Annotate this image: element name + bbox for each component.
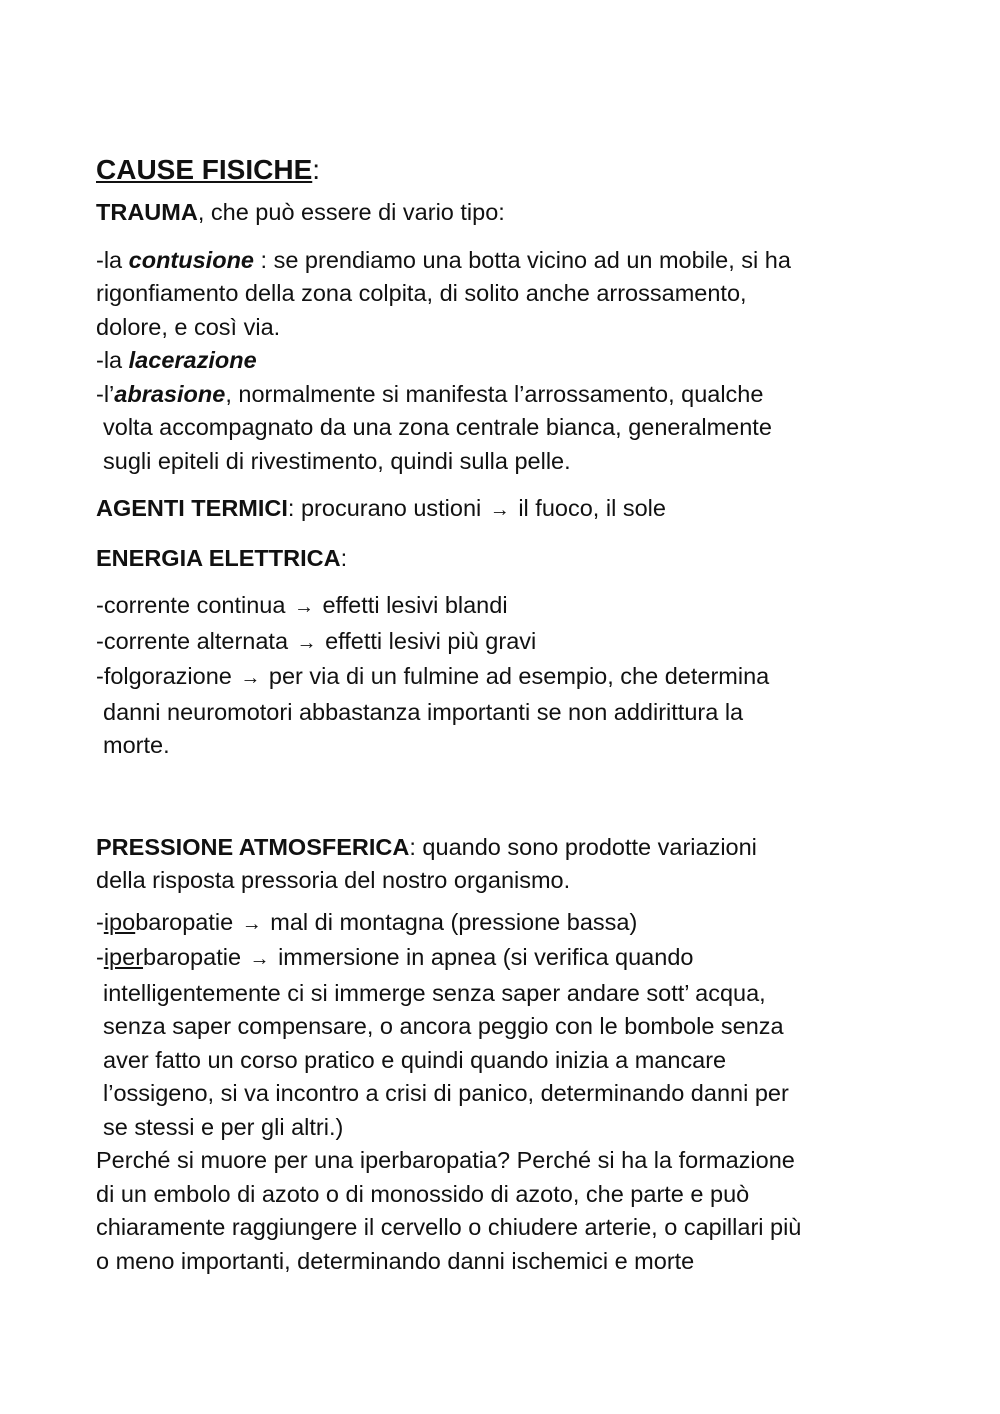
contusione-line-1 (96, 244, 926, 278)
iper-text-b: immersione in apnea (si verifica quando (271, 944, 694, 970)
arrow-right-icon: → (240, 667, 261, 689)
energia-colon: : (340, 544, 348, 571)
heading-colon: : (312, 154, 321, 185)
iperbaropatie-line-1 (96, 941, 926, 977)
alternata-text-b: effetti lesivi più gravi (318, 627, 537, 654)
iper-prefix: iper (103, 944, 144, 970)
folgorazione-line-2: danni neuromotori abbastanza importanti se non addirittura la (103, 698, 744, 725)
pressione-line-1 (96, 831, 926, 865)
folgo-text-a: -folgorazione (96, 663, 239, 689)
energia-label: ENERGIA ELETTRICA (96, 544, 341, 571)
trauma-intro: , che può essere di vario tipo: (197, 199, 505, 225)
ipo-prefix: ipo (103, 908, 136, 935)
corrente-alternata-line (96, 625, 926, 661)
trauma-label: TRAUMA (96, 199, 198, 225)
trauma-line (96, 196, 926, 230)
ipo-dash: - (96, 908, 104, 935)
iperbaropatie-line-5: l’ossigeno, si va incontro a crisi di panico, determinando danni per (103, 1080, 789, 1106)
question-line-3: chiaramente raggiungere il cervello o chiudere arterie, o capillari più (96, 1214, 802, 1240)
alternata-text-a: -corrente alternata (96, 627, 295, 654)
abrasione-line-3: sugli epiteli di rivestimento, quindi sulla pelle. (103, 447, 571, 474)
continua-text-a: -corrente continua (96, 592, 292, 618)
lacerazione-line (96, 344, 926, 378)
document-page (96, 150, 926, 1278)
question-line-2: di un embolo di azoto o di monossido di azoto, che parte e può (96, 1180, 750, 1207)
question-line-1: Perché si muore per una iperbaropatia? Perché si ha la formazione (96, 1147, 795, 1173)
iperbaropatie-line-6: se stessi e per gli altri.) (103, 1113, 344, 1140)
agenti-termici-line (96, 492, 926, 528)
iper-dash: - (96, 944, 104, 970)
ipobaropatie-line (96, 906, 926, 942)
contusione-term: contusione (128, 246, 254, 273)
abrasione-line-1 (96, 378, 926, 412)
agenti-label: AGENTI TERMICI (96, 495, 288, 521)
folgorazione-line-1 (96, 660, 926, 696)
iperbaropatie-line-2: intelligentemente ci si immerge senza saper andare sott’ acqua, (103, 979, 766, 1006)
pressione-label: PRESSIONE ATMOSFERICA (96, 833, 410, 860)
arrow-right-icon: → (293, 596, 314, 618)
lacerazione-prefix: -la (96, 347, 129, 373)
agenti-text-post: il fuoco, il sole (511, 495, 666, 521)
arrow-right-icon: → (241, 912, 262, 935)
abrasione-term: abrasione (114, 380, 226, 407)
iper-rest: baropatie (143, 944, 248, 970)
agenti-text-pre: : procurano ustioni (287, 495, 488, 521)
pressione-intro-1: : quando sono prodotte variazioni (409, 833, 757, 860)
lacerazione-term: lacerazione (128, 347, 257, 373)
corrente-continua-line (96, 589, 926, 625)
ipo-rest: baropatie (135, 908, 240, 935)
contusione-line-3: dolore, e così via. (96, 313, 281, 340)
heading-title: CAUSE FISICHE (96, 154, 313, 185)
abrasione-prefix: -l’ (96, 380, 115, 407)
arrow-right-icon: → (249, 948, 270, 970)
abrasione-text-1: , normalmente si manifesta l’arrossamento, qualche (225, 380, 764, 407)
contusione-text-1: : se prendiamo una botta vicino ad un mobile, si ha (254, 246, 791, 273)
folgo-text-b: per via di un fulmine ad esempio, che determina (262, 663, 770, 689)
continua-text-b: effetti lesivi blandi (315, 592, 508, 618)
question-line-4: o meno importanti, determinando danni ischemici e morte (96, 1247, 695, 1274)
abrasione-line-2: volta accompagnato da una zona centrale bianca, generalmente (103, 414, 772, 440)
arrow-right-icon: → (489, 499, 510, 521)
folgorazione-line-3: morte. (103, 732, 170, 758)
energia-elettrica-line (96, 542, 926, 576)
section-heading (96, 150, 926, 190)
arrow-right-icon: → (296, 631, 317, 654)
iperbaropatie-line-4: aver fatto un corso pratico e quindi quando inizia a mancare (103, 1046, 727, 1073)
contusione-line-2: rigonfiamento della zona colpita, di solito anche arrossamento, (96, 280, 747, 306)
iperbaropatie-line-3: senza saper compensare, o ancora peggio con le bombole senza (103, 1013, 784, 1039)
ipo-text-b: mal di montagna (pressione bassa) (263, 908, 638, 935)
pressione-line-2: della risposta pressoria del nostro organismo. (96, 867, 571, 893)
contusione-prefix: -la (96, 246, 129, 273)
